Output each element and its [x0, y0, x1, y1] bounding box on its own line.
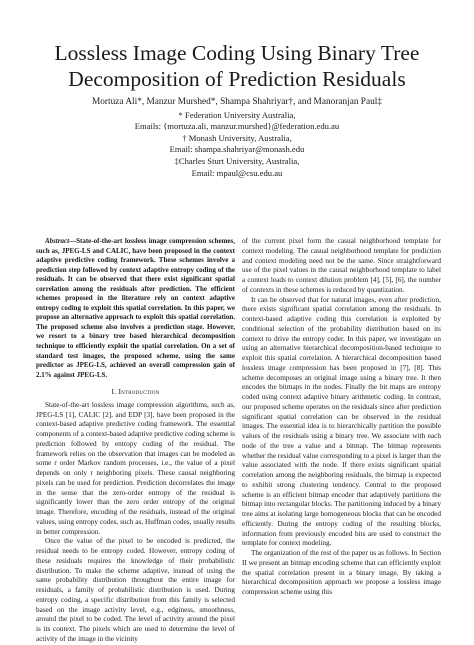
title-line-1: Lossless Image Coding Using Binary Tree: [54, 41, 420, 65]
title-line-2: Decomposition of Prediction Residuals: [68, 67, 406, 91]
body-paragraph: It can be observed that for natural images, even after prediction, there exists significant spatial correlation among the residuals. In context-based adaptive coding this correlation is exploited by conditional selection of the probability distribution based on its context to drive the entropy coder. In this paper, we investigate on using an alternative hierarchical decomposition-based technique to exploit this spatial correlation. A hierarchical decomposition based lossless image compression has been proposed in [7], [8]. This scheme decomposes an original image using a binary tree. It then encodes the bitmaps in the nodes. Finally the bit maps are entropy coded using context adaptive binary arithmetic coding. In contrast, our proposed scheme operates on the residuals since after prediction significant spatial correlation can be observed in the residual images. The essential idea is to hierarchically partition the possible values of the residuals using a binary tree. We associate with each node of the tree a value and a bitmap. The bitmap represents whether the residual value corresponding to a pixel is larger than the value associated with the node. If there exists significant spatial correlation among the neighboring residuals, the bitmap is expected to exhibit strong clustering tendency. Central to the proposed scheme is an efficient bitmap encoder that adaptively partitions the bitmap into rectangular blocks. The partitioning induced by a binary tree aims at isolating large homogeneous blocks that can be encoded efficiently. During the entropy coding of the resulting blocks, information from previously encoded bits are used to construct the template for context modeling.: [242, 295, 441, 548]
body-paragraph: of the current pixel form the casual neighborhood template for context modeling. The casual neighborhood template for prediction and context modeling need not be the same. Since straightforward use of the pixel values in the causal neighborhood template to label a context leads to context dilution problem [4], [5], [6], the number of contexts in these schemes is reduced by quantization.: [242, 237, 441, 294]
right-column: [242, 237, 441, 598]
body-paragraph: State-of-the-art lossless image compression algorithms, such as, JPEG-LS [1], CALIC [2], and EDP [3], have been proposed in the context-based adaptive predictive coding framework. The essential components of a context-based adaptive predictive coding scheme is prediction followed by entropy coding of the residual. The framework relies on the observation that images can be modeled as some r order Markov random processes, i.e., the value of a pixel depends on only r neighboring pixels. These causal neighboring pixels can be used for prediction. Prediction decorrelates the image in the sense that the zero-order entropy of the residual is significantly lower than the zero order entropy of the original image. Therefore, encoding of the residuals, instead of the original values, using entropy codes, such as, Huffman codes, usually results in better compression.: [36, 400, 235, 536]
affiliation-line: * Federation University Australia,: [178, 109, 296, 120]
section-heading-introduction: I. Introduction: [111, 387, 160, 397]
affiliation-line: ‡Charles Sturt University, Australia,: [174, 155, 300, 166]
abstract-body: —State-of-the-art lossless image compression schemes, such as, JPEG-LS and CALIC, have been proposed in the context adaptive predictive coding framework. These schemes involve a prediction step followed by context adaptive entropy coding of the residuals. It can be observed that there exist significant spatial correlation among the residuals after prediction. The efficient schemes proposed in the literature rely on context adaptive entropy coding to exploit this spatial correlation. In this paper, we propose an alternative approach to exploit this spatial correlation. The proposed scheme also involves a prediction stage. However, we resort to a binary tree based hierarchical decomposition technique to efficiently exploit the spatial correlation. On a set of standard test images, the proposed scheme, using the same predictor as JPEG-LS, achieved an overall compression gain of 2.1% against JPEG-LS.: [36, 237, 235, 379]
author-names: Mortuza Ali*, Manzur Murshed*, Shampa Shahriyar†, and Manoranjan Paul‡: [92, 97, 382, 107]
affiliation-line: Emails: {mortuza.ali, manzur.murshed}@federation.edu.au: [134, 121, 340, 132]
body-paragraph: Once the value of the pixel to be encoded is predicted, the residual needs to be entropy coded. However, entropy coding of these residuals requires the knowledge of their probabilistic distribution. To make the scheme adaptive, instead of using the same probability distribution throughout the entire image for residuals, a family of probabilistic distribution is used. During entropy coding, a specific distribution from this family is selected based on the image activity level, e.g., edginess, smoothness, around the pixel to be coded. The level of activity around the pixel is its context. The pixels which are used to determine the level of activity of the image in the vicinity: [36, 537, 235, 643]
author-block: [20, 97, 454, 179]
abstract: [36, 237, 235, 380]
affiliation-line: † Monash University, Australia,: [182, 132, 292, 143]
paper-title: [20, 40, 454, 92]
body-paragraph: The organization of the rest of the paper us as follows. In Section II we present an bitmap encoding scheme that can efficiently exploit the spatial correlation present in a binary image. By taking a hierarchical decomposition approach we propose a lossless image compression scheme using this: [242, 549, 441, 596]
affiliation-line: Email: shampa.shahriyar@monash.edu: [169, 144, 305, 155]
left-column: [36, 237, 235, 645]
abstract-lead: Abstract: [45, 237, 70, 245]
affiliation-line: Email: mpaul@csu.edu.au: [191, 167, 283, 178]
